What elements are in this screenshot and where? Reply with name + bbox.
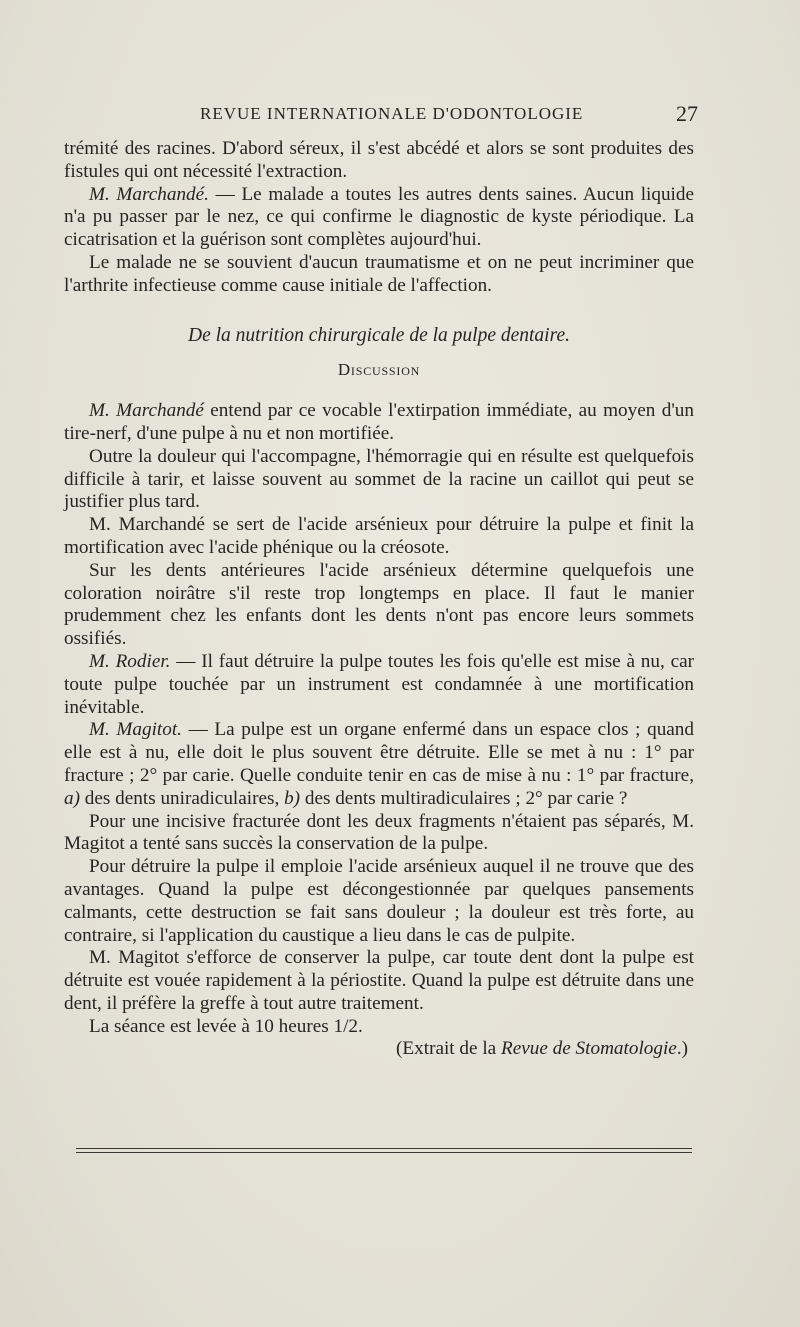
end-rule-bottom — [76, 1152, 692, 1153]
paragraph-incisive: Pour une incisive fracturée dont les deux fragments n'étaient pas séparés, M. Magitot a tenté sans succès la conservation de la pulpe. — [64, 810, 694, 855]
citation-suffix: .) — [676, 1038, 688, 1060]
paragraph-douleur: Outre la douleur qui l'accompagne, l'hémorragie qui en résulte est quelquefois difficile à tarir, et laisse souvent au sommet de la racine un caillot qui peut se justifier plus tard. — [64, 445, 694, 513]
speaker-name: M. Marchandé — [89, 400, 204, 422]
paragraph-seance-levee: La séance est levée à 10 heures 1/2. — [89, 1015, 363, 1037]
paragraph-rodier — [64, 651, 694, 719]
section-title: De la nutrition chirurgicale de la pulpe dentaire. — [188, 324, 570, 346]
page-number: 27 — [676, 101, 698, 126]
paragraph-marchande-case — [64, 184, 694, 252]
paragraph-text: des dents uniradiculaires, — [79, 787, 285, 809]
list-marker: a) — [64, 787, 80, 809]
paragraph-detruire-pulpe: Pour détruire la pulpe il emploie l'acide arsénieux auquel il ne trouve que des avantages. Quand la pulpe est décongestionnée par quelques pansements calmants, cette destruction se fait sans douleur ; la douleur est très forte, au contraire, si l'application du caustique a lieu dans le cas de pulpite. — [64, 856, 694, 946]
paragraph-text: entend par ce vocable l'extirpation immédiate, au moyen d'un tire-nerf, d'une pulpe à nu et non mortifiée. — [64, 400, 694, 444]
paragraph-magitot — [64, 719, 694, 810]
body-text — [64, 138, 694, 1061]
paragraph-text: — La pulpe est un organe enfermé dans un espace clos ; quand elle est à nu, elle doit le plus souvent être détruite. Elle se met à nu : 1° par fracture ; 2° par carie. Quelle conduite tenir en cas de mise à nu : 1° par fracture, — [64, 719, 694, 786]
paragraph-marchande — [64, 400, 694, 446]
section-subheading: Discussion — [337, 360, 421, 380]
paragraph-continuation: trémité des racines. D'abord séreux, il s'est abcédé et alors se sont produites des fistules qui ont nécessité l'extraction. — [64, 138, 694, 182]
source-citation — [64, 1038, 694, 1061]
paragraph-conclusion: Le malade ne se souvient d'aucun traumatisme et on ne peut incriminer que l'arthrite infectieuse comme cause initiale de l'affection. — [64, 251, 694, 296]
paragraph-text: — Il faut détruire la pulpe toutes les fois qu'elle est mise à nu, car toute pulpe touchée par un instrument est condamnée à une mortification inévitable. — [64, 650, 694, 718]
end-rule-top — [76, 1148, 692, 1149]
speaker-name: M. Rodier. — [89, 650, 171, 672]
journal-title: REVUE INTERNATIONALE D'ODONTOLOGIE — [200, 104, 584, 123]
speaker-name: M. Magitot. — [89, 719, 182, 741]
paragraph-text: — Le malade a toutes les autres dents saines. Aucun liquide n'a pu passer par le nez, ce qui confirme le diagnostic de kyste périodique. La cicatrisation et la guérison sont complètes aujourd'hui. — [64, 183, 694, 251]
citation-prefix: (Extrait de la — [396, 1038, 501, 1060]
paragraph-acide-arsenieux: M. Marchandé se sert de l'acide arsénieux pour détruire la pulpe et finit la mortification avec l'acide phénique ou la créosote. — [64, 514, 694, 558]
paragraph-dents-anterieures: Sur les dents antérieures l'acide arsénieux détermine quelquefois une coloration noirâtre s'il reste trop longtemps en place. Il faut le manier prudemment chez les enfants dont les dents n'ont pas encore leurs sommets ossifiés. — [64, 559, 694, 650]
paragraph-conserver-pulpe: M. Magitot s'efforce de conserver la pulpe, car toute dent dont la pulpe est détruite est vouée rapidement à la périostite. Quand la pulpe est détruite dans une dent, il préfère la greffe à tout autre traitement. — [64, 947, 694, 1014]
paragraph-text: des dents multiradiculaires ; 2° par carie ? — [300, 787, 628, 809]
source-title: Revue de Stomatologie — [500, 1038, 677, 1060]
speaker-name: M. Marchandé. — [89, 183, 209, 205]
list-marker: b) — [284, 787, 301, 809]
